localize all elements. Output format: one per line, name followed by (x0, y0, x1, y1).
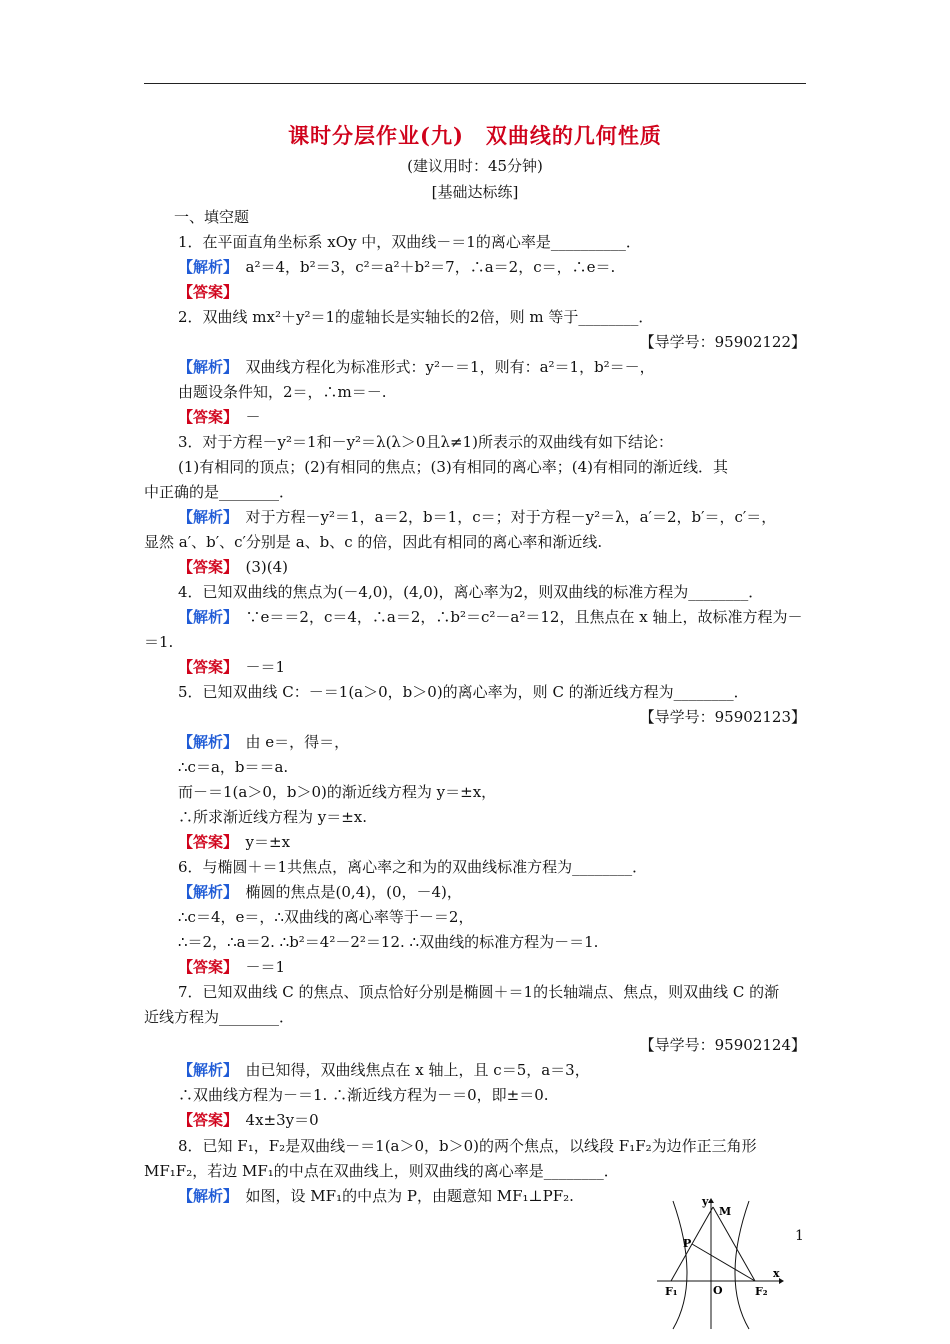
answer-tag: 【答案】 (178, 958, 231, 976)
answer-tag: 【答案】 (178, 833, 231, 851)
page-title: 课时分层作业(九) 双曲线的几何性质 (288, 123, 662, 148)
question-6: 6．与椭圆＋＝1共焦点，离心率之和为的双曲线标准方程为________． (178, 858, 648, 876)
answer-tag: 【答案】 (178, 658, 231, 676)
label-f2: F₂ (755, 1285, 768, 1298)
analysis-text: 由 e＝，得＝， (245, 733, 350, 751)
analysis-6 (144, 880, 840, 905)
analysis-text: 双曲线方程化为标准形式：y²－＝1，则有：a²＝1，b²＝－， (245, 358, 655, 376)
analysis-3 (144, 505, 840, 530)
analysis-tag: 【解析】 (178, 1061, 231, 1079)
hyperbola-figure (655, 1195, 785, 1330)
segment-pf2 (692, 1244, 755, 1281)
right-branch (735, 1201, 749, 1329)
answer-tag: 【答案】 (178, 1111, 231, 1129)
analysis-7-line2: ∴双曲线方程为－＝1. ∴渐近线方程为－＝0，即±＝0. (178, 1086, 549, 1104)
analysis-tag: 【解析】 (178, 608, 231, 626)
answer-text: －＝1 (245, 658, 286, 676)
answer-tag: 【答案】 (178, 283, 239, 301)
answer-5 (144, 830, 840, 855)
answer-text: －＝1 (245, 958, 286, 976)
label-m: M (719, 1205, 732, 1218)
analysis-tag: 【解析】 (178, 883, 231, 901)
x-axis-arrow (779, 1278, 784, 1284)
answer-2 (144, 405, 840, 430)
analysis-text: 椭圆的焦点是(0,4)，(0，－4)， (245, 883, 462, 901)
suggested-time: (建议用时：45分钟) (407, 157, 543, 175)
analysis-tag: 【解析】 (178, 358, 231, 376)
analysis-5 (144, 730, 840, 755)
analysis-2-cont: 由题设条件知，2＝，∴m＝－. (178, 383, 387, 401)
analysis-2 (144, 355, 840, 380)
analysis-1 (144, 255, 840, 280)
header-rule (144, 83, 806, 84)
question-3-options: (1)有相同的顶点；(2)有相同的焦点；(3)有相同的离心率；(4)有相同的渐近线．其 (178, 458, 728, 476)
question-8: 8．已知 F₁，F₂是双曲线－＝1(a＞0，b＞0)的两个焦点，以线段 F₁F₂为边作正三角形 (178, 1137, 757, 1155)
analysis-text: 对于方程－y²＝1，a＝2，b＝1，c＝；对于方程－y²＝λ，a′＝2，b′＝，c′＝， (245, 508, 777, 526)
analysis-4-cont: ＝1. (144, 633, 174, 651)
analysis-text: 由已知得，双曲线焦点在 x 轴上，且 c＝5，a＝3， (245, 1061, 590, 1079)
answer-tag: 【答案】 (178, 558, 231, 576)
question-7-cont: 近线方程为________． (144, 1008, 295, 1026)
analysis-5-line4: ∴所求渐近线方程为 y＝±x. (178, 808, 368, 826)
guide-number-3: 【导学号：95902124】 (639, 1036, 806, 1054)
answer-text: － (245, 408, 261, 426)
label-o: O (713, 1284, 723, 1297)
answer-6 (144, 955, 840, 980)
answer-7 (144, 1108, 840, 1133)
question-3: 3．对于方程－y²＝1和－y²＝λ(λ＞0且λ≠1)所表示的双曲线有如下结论： (178, 433, 673, 451)
label-y: y (702, 1195, 709, 1208)
analysis-tag: 【解析】 (178, 1187, 231, 1205)
analysis-6-line3: ∴＝2，∴a＝2. ∴b²＝4²－2²＝12. ∴双曲线的标准方程为－＝1. (178, 933, 599, 951)
analysis-text: ∵e＝＝2，c＝4，∴a＝2，∴b²＝c²－a²＝12，且焦点在 x 轴上，故标准方程为－ (245, 608, 803, 626)
analysis-7 (144, 1058, 840, 1083)
analysis-6-line2: ∴c＝4，e＝，∴双曲线的离心率等于－＝2， (178, 908, 474, 926)
question-4: 4．已知双曲线的焦点为(－4,0)，(4,0)，离心率为2，则双曲线的标准方程为________． (178, 583, 764, 601)
y-axis-arrow (708, 1198, 714, 1203)
answer-1 (144, 280, 840, 305)
question-5: 5．已知双曲线 C：－＝1(a＞0，b＞0)的离心率为，则 C 的渐近线方程为________． (178, 683, 749, 701)
analysis-5-line2: ∴c＝a，b＝＝a. (178, 758, 289, 776)
question-8-cont: MF₁F₂，若边 MF₁的中点在双曲线上，则双曲线的离心率是________． (144, 1162, 619, 1180)
guide-number-1: 【导学号：95902122】 (639, 333, 806, 351)
answer-3 (144, 555, 840, 580)
answer-tag: 【答案】 (178, 408, 231, 426)
question-3-cont: 中正确的是________． (144, 483, 295, 501)
section-label: [基础达标练] (431, 183, 519, 201)
question-2: 2．双曲线 mx²＋y²＝1的虚轴长是实轴长的2倍，则 m 等于________． (178, 308, 654, 326)
label-p: P (683, 1237, 692, 1250)
analysis-5-line3: 而－＝1(a＞0，b＞0)的渐近线方程为 y＝±x， (178, 783, 497, 801)
answer-text: 4x±3y＝0 (245, 1111, 319, 1129)
analysis-text: 如图，设 MF₁的中点为 P，由题意知 MF₁⊥PF₂. (245, 1187, 574, 1205)
part-heading: 一、填空题 (174, 208, 250, 226)
guide-number-2: 【导学号：95902123】 (639, 708, 806, 726)
answer-text: (3)(4) (245, 558, 289, 576)
analysis-tag: 【解析】 (178, 733, 231, 751)
answer-text: y＝±x (245, 833, 291, 851)
label-f1: F₁ (665, 1285, 678, 1298)
analysis-tag: 【解析】 (178, 508, 231, 526)
page-number: 1 (795, 1228, 804, 1244)
analysis-text: a²＝4，b²＝3，c²＝a²＋b²＝7，∴a＝2，c＝，∴e＝. (245, 258, 616, 276)
side-mf2 (713, 1207, 755, 1281)
analysis-3-cont: 显然 a′、b′、c′分别是 a、b、c 的倍，因此有相同的离心率和渐近线. (144, 533, 603, 551)
analysis-4 (144, 605, 840, 630)
analysis-tag: 【解析】 (178, 258, 231, 276)
answer-4 (144, 655, 840, 680)
question-7: 7．已知双曲线 C 的焦点、顶点恰好分别是椭圆＋＝1的长轴端点、焦点，则双曲线 C 的渐 (178, 983, 780, 1001)
label-x: x (773, 1267, 780, 1280)
question-1: 1．在平面直角坐标系 xOy 中，双曲线－＝1的离心率是__________． (178, 233, 641, 251)
